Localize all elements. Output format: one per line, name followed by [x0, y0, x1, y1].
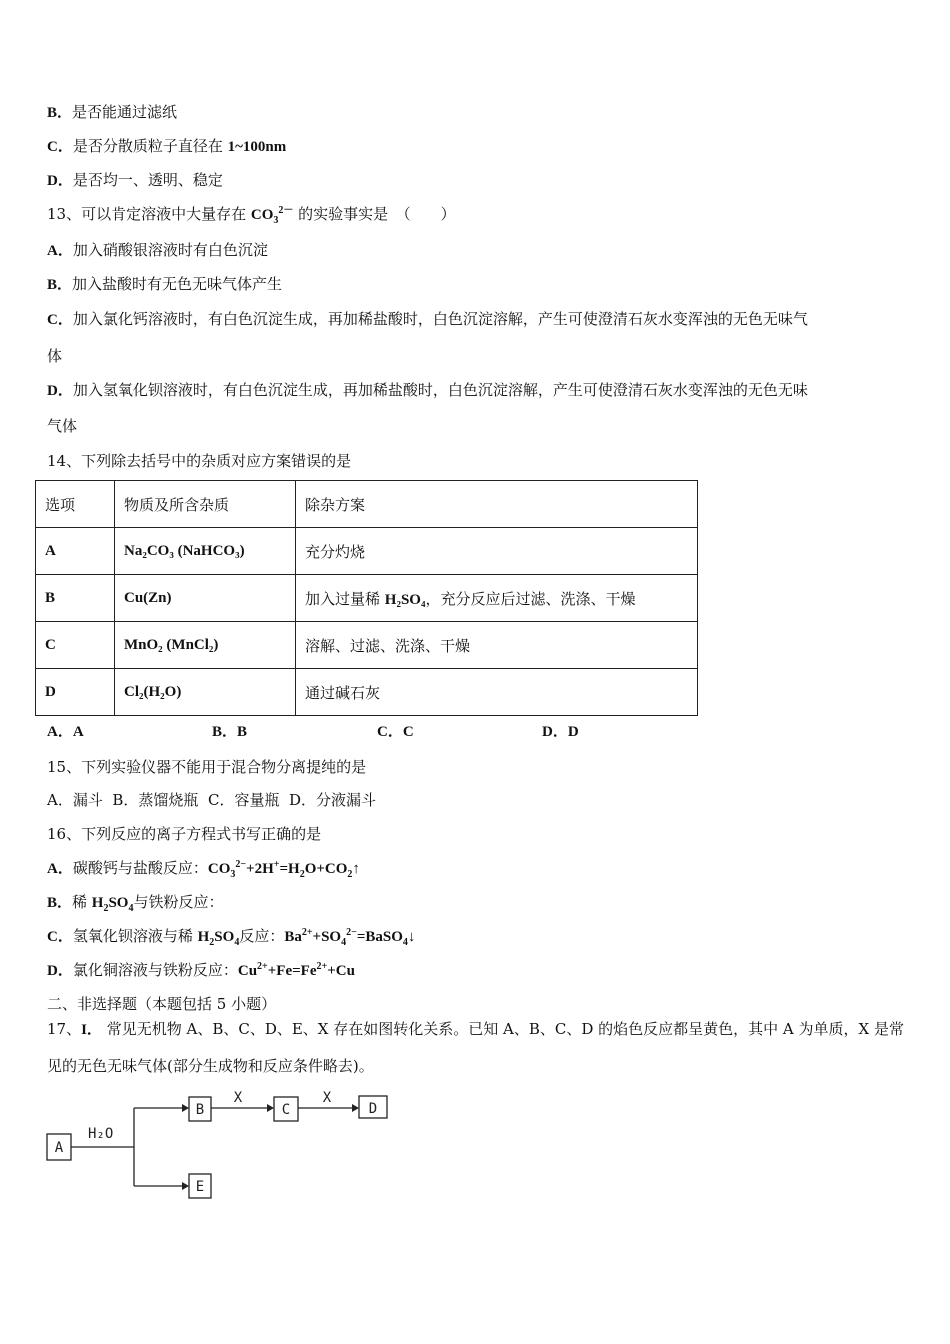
option-label: C． [47, 929, 73, 945]
x-label: X [233, 1090, 243, 1106]
node-b-label: B [195, 1102, 205, 1118]
table-header: 除杂方案 [296, 481, 698, 528]
q16-option-d [47, 960, 355, 981]
q13-option-b [47, 274, 282, 295]
q14-stem [47, 451, 351, 471]
ion-subscript: 3 [273, 215, 279, 226]
q17-line1 [47, 1019, 904, 1040]
stem-text: 15、下列实验仪器不能用于混合物分离提纯的是 [47, 758, 367, 776]
option-text: 加入氯化钙溶液时，有白色沉淀生成，再加稀盐酸时，白色沉淀溶解，产生可使澄清石灰水变浑浊的无色无味气 [72, 310, 808, 328]
option-label: C． [47, 139, 73, 155]
option-text: 是否均一、透明、稳定 [72, 171, 223, 189]
q12-option-c [47, 136, 286, 157]
conversion-diagram [44, 1088, 394, 1200]
equation: $Cu^{2+}+Fe=Fe^{2+}+Cu$ [237, 961, 355, 979]
table-header-row [36, 481, 698, 528]
option-label: C． [47, 312, 73, 328]
option-text: 加入硝酸银溶液时有白色沉淀 [72, 241, 268, 259]
stem-text: 常见无机物 A、B、C、D、E、X 存在如图转化关系。已知 A、B、C、D 的焰色反应都呈黄色，其中 A 为单质，X 是常 [106, 1020, 904, 1038]
option-text: 是否能通过滤纸 [72, 103, 178, 121]
plan-chem: H₂SO₄ [384, 591, 426, 608]
table-row [36, 622, 698, 669]
table-cell: B [36, 575, 115, 622]
stem-text: 16、下列反应的离子方程式书写正确的是 [47, 825, 322, 843]
plan-text: 加入过量稀 [305, 589, 385, 608]
option-text: D．分液漏斗 [289, 791, 377, 809]
option-value: 1~100nm [227, 139, 287, 155]
h2o-label: H₂O [88, 1126, 114, 1142]
option-text: 气体 [47, 417, 78, 435]
table-cell: D [36, 669, 115, 716]
q12-option-b [47, 102, 177, 123]
option-text: 碳酸钙与盐酸反应： [72, 859, 208, 877]
equation: $Ba^{2+}+SO_4^{2-}=BaSO_4↓$ [284, 927, 416, 948]
stem-text: 14、下列除去括号中的杂质对应方案错误的是 [47, 452, 352, 470]
option-label: A． [47, 243, 73, 259]
option-text: 氯化铜溶液与铁粉反应： [72, 961, 238, 979]
arrow-head [267, 1104, 274, 1112]
plan-text: ，充分反应后过滤、洗涤、干燥 [425, 589, 636, 608]
table-cell: Cu(Zn) [115, 575, 296, 622]
equation: $CO_3^{2-}+2H^+=H_2O+CO_2↑$ [207, 859, 360, 880]
stem-text: 见的无色无味气体(部分生成物和反应条件略去)。 [47, 1057, 374, 1075]
node-d-label: D [368, 1101, 378, 1117]
ion-formula: CO [250, 207, 274, 223]
table-cell [296, 575, 698, 622]
option-text: 氢氧化钡溶液与稀 [72, 927, 198, 945]
option-text: 稀 [72, 893, 92, 911]
option-text: 体 [47, 347, 63, 365]
q13-option-d [47, 380, 808, 401]
q15-options [47, 790, 376, 810]
q14-table [35, 480, 698, 716]
option-label: D． [47, 383, 73, 399]
table-cell: Na₂CO₃ (NaHCO₃) [115, 528, 296, 575]
q14-answer-d: D．D [542, 724, 579, 740]
option-label: B． [47, 277, 73, 293]
arrow-head [352, 1104, 359, 1112]
x-label: X [322, 1090, 332, 1106]
node-e-label: E [195, 1179, 205, 1195]
table-row [36, 669, 698, 716]
table-row [36, 575, 698, 622]
q16-option-b [47, 892, 224, 913]
option-label: A． [47, 861, 73, 877]
q12-option-d [47, 170, 223, 191]
q14-answer-b: B．B [212, 724, 248, 740]
node-c-label: C [281, 1102, 291, 1118]
table-header: 物质及所含杂质 [115, 481, 296, 528]
q16-option-c [47, 926, 415, 947]
table-cell: MnO₂ (MnCl₂) [115, 622, 296, 669]
option-text: 是否分散质粒子直径在 [72, 137, 228, 155]
q13-option-a [47, 240, 268, 261]
table-cell: 充分灼烧 [296, 528, 698, 575]
option-text: C．容量瓶 [207, 791, 280, 809]
q13-stem [47, 204, 456, 225]
table-row [36, 528, 698, 575]
node-a-label: A [54, 1140, 64, 1156]
table-cell: A [36, 528, 115, 575]
table-header: 选项 [36, 481, 115, 528]
stem-text: 的实验事实是 （ ） [293, 205, 456, 223]
q16-option-a [47, 858, 360, 879]
stem-text: 17、 [47, 1020, 82, 1038]
arrow-head [182, 1182, 189, 1190]
option-label: B． [47, 895, 73, 911]
chem-formula: $H_2SO_4$ [91, 895, 134, 914]
option-text: 与铁粉反应： [133, 893, 224, 911]
table-cell: C [36, 622, 115, 669]
q13-option-d-cont [47, 416, 77, 436]
roman-numeral: I． [81, 1022, 102, 1038]
chem-formula: $H_2SO_4$ [197, 929, 240, 948]
option-label: D． [47, 963, 73, 979]
option-text: 反应： [239, 927, 285, 945]
option-text: 加入盐酸时有无色无味气体产生 [72, 275, 283, 293]
q14-answer-c: C．C [377, 724, 414, 740]
option-text: 加入氢氧化钡溶液时，有白色沉淀生成，再加稀盐酸时，白色沉淀溶解，产生可使澄清石灰水变浑浊的无色无味 [72, 381, 808, 399]
option-text: A．漏斗 [47, 791, 103, 809]
section-heading: 二、非选择题（本题包括 5 小题） [47, 995, 277, 1013]
q17-line2 [47, 1056, 374, 1076]
q13-option-c [47, 309, 808, 330]
table-cell: 溶解、过滤、洗涤、干燥 [296, 622, 698, 669]
arrow-head [182, 1104, 189, 1112]
stem-text: 13、可以肯定溶液中大量存在 [47, 205, 251, 223]
table-cell: Cl₂(H₂O) [115, 669, 296, 716]
table-cell: 通过碱石灰 [296, 669, 698, 716]
ion-superscript: 2－ [278, 205, 294, 216]
q15-stem [47, 757, 366, 777]
q16-stem [47, 824, 321, 844]
q13-option-c-cont [47, 346, 62, 366]
option-label: B． [47, 105, 73, 121]
q14-answer-a: A．A [47, 724, 84, 740]
option-label: D． [47, 173, 73, 189]
option-text: B．蒸馏烧瓶 [112, 791, 199, 809]
